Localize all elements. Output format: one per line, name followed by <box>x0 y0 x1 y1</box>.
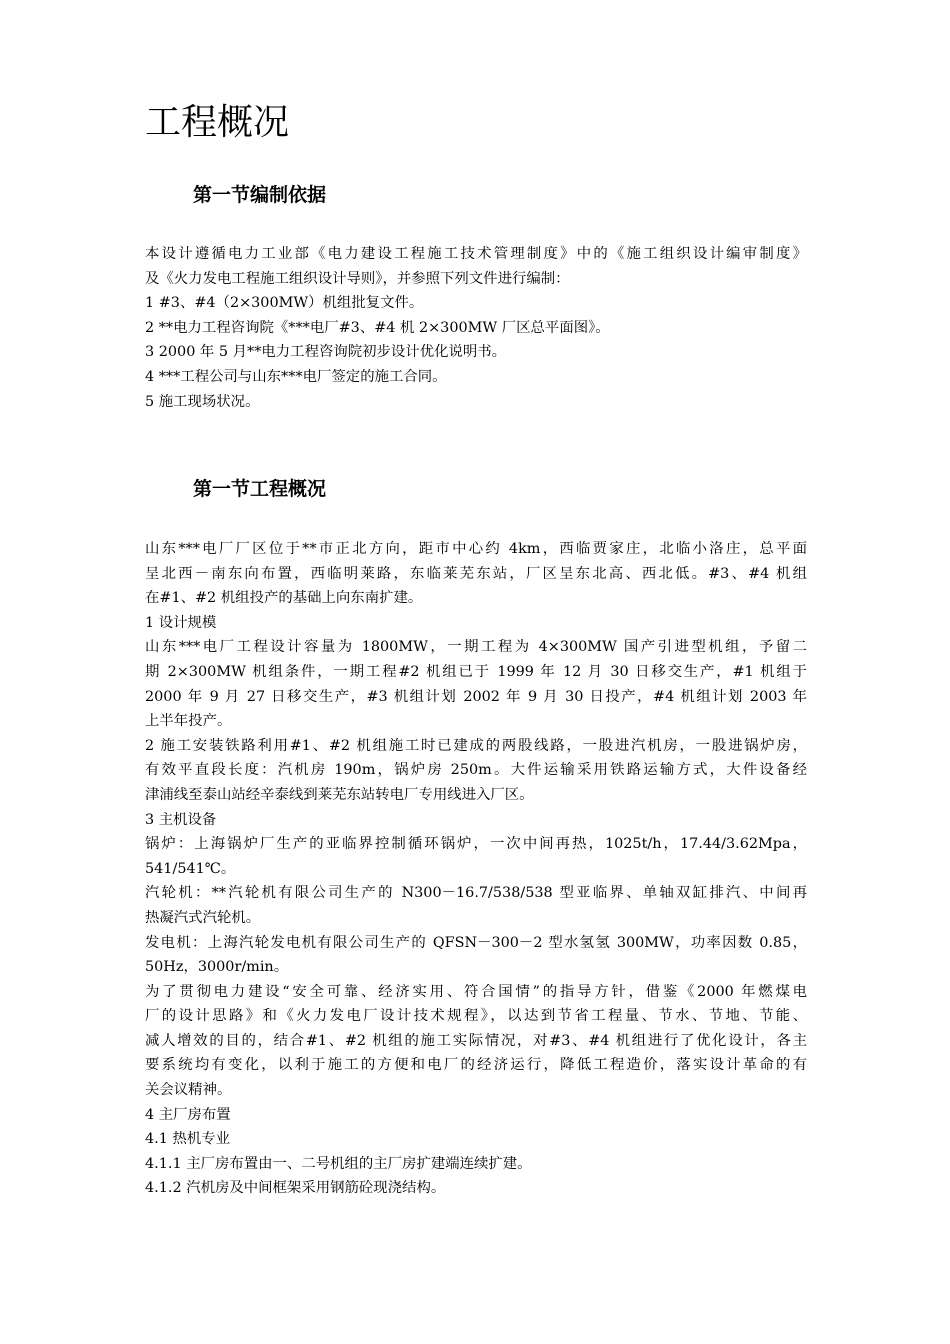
section-heading-basis: 第一节编制依据 <box>193 184 327 206</box>
paragraph-line: 541/541℃。 <box>145 860 236 877</box>
paragraph-line: 上半年投产。 <box>145 713 232 730</box>
paragraph-line: 2 施工安装铁路利用#1、#2 机组施工时已建成的两股线路，一股进汽机房，一股进锅炉房， <box>145 737 807 754</box>
paragraph-line: 要系统均有变化，以利于施工的方便和电厂的经济运行，降低工程造价，落实设计革命的有 <box>145 1057 807 1074</box>
paragraph-line: 山东***电厂厂区位于**市正北方向，距市中心约 4km，西临贾家庄，北临小洛庄，总平面 <box>145 541 807 557</box>
subheading-line: 4 主厂房布置 <box>145 1106 231 1123</box>
paragraph-line: 锅炉：上海锅炉厂生产的亚临界控制循环锅炉，一次中间再热，1025t/h，17.44/3.62Mpa， <box>145 836 807 853</box>
list-item: 2 **电力工程咨询院《***电厂#3、#4 机 2×300MW 厂区总平面图》。 <box>145 319 610 336</box>
paragraph-line: 厂的设计思路》和《火力发电厂设计技术规程》，以达到节省工程量、节水、节地、节能、 <box>145 1008 807 1025</box>
paragraph-line: 发电机：上海汽轮发电机有限公司生产的 QFSN－300－2 型水氢氢 300MW，功率因数 0.85， <box>145 934 807 951</box>
list-item: 1 #3、#4（2×300MW）机组批复文件。 <box>145 295 424 312</box>
paragraph-line: 4.1.2 汽机房及中间框架采用钢筋砼现浇结构。 <box>145 1180 446 1197</box>
paragraph-line: 及《火力发电工程施工组织设计导则》，并参照下列文件进行编制： <box>145 270 570 287</box>
paragraph-line: 关会议精神。 <box>145 1082 232 1099</box>
subheading-line: 4.1 热机专业 <box>145 1131 231 1148</box>
paragraph-line: 呈北西－南东向布置，西临明莱路，东临莱芜东站，厂区呈东北高、西北低。#3、#4 机组 <box>145 565 807 582</box>
paragraph-line: 山东***电厂工程设计容量为 1800MW，一期工程为 4×300MW 国产引进型机组，予留二 <box>145 639 807 656</box>
section-basis-body <box>145 242 807 414</box>
paragraph-line: 本设计遵循电力工业部《电力建设工程施工技术管理制度》中的《施工组织设计编审制度》 <box>145 246 807 262</box>
paragraph-line: 4.1.1 主厂房布置由一、二号机组的主厂房扩建端连续扩建。 <box>145 1155 532 1172</box>
list-item: 4 ***工程公司与山东***电厂签定的施工合同。 <box>145 368 447 385</box>
section-heading-overview: 第一节工程概况 <box>193 478 327 500</box>
list-item: 3 2000 年 5 月**电力工程咨询院初步设计优化说明书。 <box>145 344 507 361</box>
paragraph-line: 为了贯彻电力建设“安全可靠、经济实用、符合国情”的指导方针，借鉴《2000 年燃煤电 <box>145 983 807 1000</box>
subheading-line: 3 主机设备 <box>145 811 217 828</box>
paragraph-line: 2000 年 9 月 27 日移交生产，#3 机组计划 2002 年 9 月 30 日投产，#4 机组计划 2003 年 <box>145 688 807 705</box>
section-overview-body <box>145 537 807 1201</box>
subheading-line: 1 设计规模 <box>145 614 217 631</box>
list-item: 5 施工现场状况。 <box>145 393 260 410</box>
paragraph-line: 有效平直段长度：汽机房 190m，锅炉房 250m。大件运输采用铁路运输方式，大件设备经 <box>145 762 807 779</box>
paragraph-line: 津浦线至泰山站经辛泰线到莱芜东站转电厂专用线进入厂区。 <box>145 786 534 803</box>
paragraph-line: 期 2×300MW 机组条件，一期工程#2 机组已于 1999 年 12 月 30 日移交生产，#1 机组于 <box>145 663 807 680</box>
document-title: 工程概况 <box>145 102 290 143</box>
paragraph-line: 热凝汽式汽轮机。 <box>145 909 261 926</box>
paragraph-line: 50Hz，3000r/min。 <box>145 959 289 976</box>
paragraph-line: 在#1、#2 机组投产的基础上向东南扩建。 <box>145 590 423 607</box>
paragraph-line: 汽轮机：**汽轮机有限公司生产的 N300－16.7/538/538 型亚临界、单轴双缸排汽、中间再 <box>145 885 807 902</box>
paragraph-line: 减人增效的目的，结合#1、#2 机组的施工实际情况，对#3、#4 机组进行了优化设计，各主 <box>145 1032 807 1049</box>
